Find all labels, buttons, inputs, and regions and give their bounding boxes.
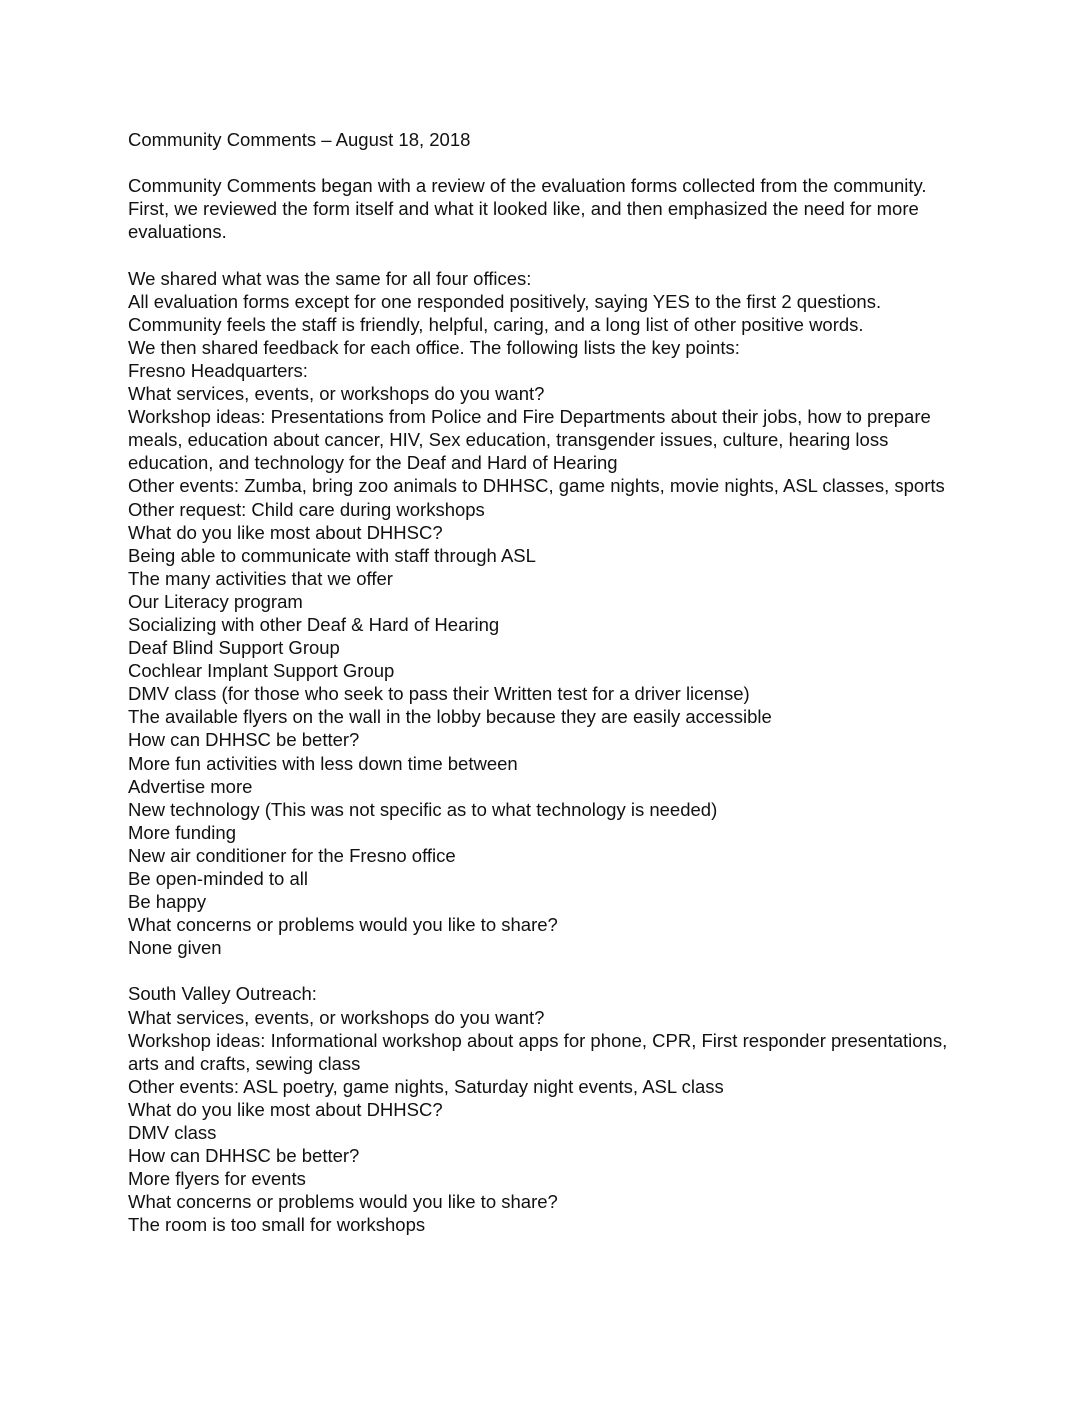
fresno-line: Our Literacy program (128, 590, 303, 612)
intro-paragraph: Community Comments began with a review of the evaluation forms collected from the community. First, we reviewed the form itself and what it looked like, and then emphasized the need for more evaluations. (128, 175, 927, 243)
fresno-line: The available flyers on the wall in the lobby because they are easily accessible (128, 706, 772, 728)
summary-line: We shared what was the same for all four offices: (128, 267, 532, 289)
south-valley-line: Workshop ideas: Informational workshop about apps for phone, CPR, First responder presentations, arts and crafts, sewing class (128, 1029, 948, 1074)
fresno-line: Being able to communicate with staff through ASL (128, 544, 536, 566)
document-title: Community Comments – August 18, 2018 (128, 129, 471, 150)
fresno-line: Be happy (128, 891, 207, 913)
fresno-line: None given (128, 937, 222, 959)
fresno-line: More funding (128, 821, 236, 843)
fresno-heading: Fresno Headquarters: (128, 359, 308, 381)
fresno-line: New technology (This was not specific as to what technology is needed) (128, 798, 718, 820)
fresno-line: The many activities that we offer (128, 567, 393, 589)
fresno-question: How can DHHSC be better? (128, 729, 360, 751)
fresno-line: Socializing with other Deaf & Hard of Hearing (128, 613, 500, 635)
south-valley-line: The room is too small for workshops (128, 1214, 426, 1236)
south-valley-question: What concerns or problems would you like to share? (128, 1191, 558, 1213)
fresno-line: DMV class (for those who seek to pass their Written test for a driver license) (128, 683, 750, 705)
summary-line: Community feels the staff is friendly, helpful, caring, and a long list of other positive words. (128, 313, 864, 335)
fresno-line: Workshop ideas: Presentations from Police and Fire Departments about their jobs, how to prepare meals, education about cancer, HIV, Sex education, transgender issues, culture, hearing loss education, and technology for the Deaf and Hard of Hearing (128, 406, 931, 474)
south-valley-question: What do you like most about DHHSC? (128, 1098, 443, 1120)
south-valley-heading: South Valley Outreach: (128, 983, 317, 1005)
fresno-question: What services, events, or workshops do you want? (128, 383, 545, 405)
south-valley-section (128, 982, 968, 1236)
fresno-line: Deaf Blind Support Group (128, 637, 340, 659)
fresno-question: What concerns or problems would you like to share? (128, 914, 558, 936)
fresno-line: More fun activities with less down time between (128, 752, 518, 774)
summary-line: We then shared feedback for each office. The following lists the key points: (128, 336, 740, 358)
south-valley-line: DMV class (128, 1122, 217, 1144)
fresno-line: New air conditioner for the Fresno office (128, 844, 456, 866)
fresno-line: Other events: Zumba, bring zoo animals to DHHSC, game nights, movie nights, ASL classes, sports (128, 475, 945, 497)
summary-section (128, 267, 968, 960)
south-valley-question: How can DHHSC be better? (128, 1145, 360, 1167)
summary-line: All evaluation forms except for one responded positively, saying YES to the first 2 questions. (128, 290, 882, 312)
south-valley-question: What services, events, or workshops do you want? (128, 1006, 545, 1028)
south-valley-line: Other events: ASL poetry, game nights, Saturday night events, ASL class (128, 1075, 724, 1097)
fresno-line: Advertise more (128, 775, 253, 797)
fresno-line: Be open-minded to all (128, 868, 308, 889)
document-page (128, 128, 968, 1260)
fresno-line: Cochlear Implant Support Group (128, 660, 395, 682)
south-valley-line: More flyers for events (128, 1168, 306, 1190)
fresno-line: Other request: Child care during workshops (128, 498, 485, 520)
fresno-question: What do you like most about DHHSC? (128, 521, 443, 543)
